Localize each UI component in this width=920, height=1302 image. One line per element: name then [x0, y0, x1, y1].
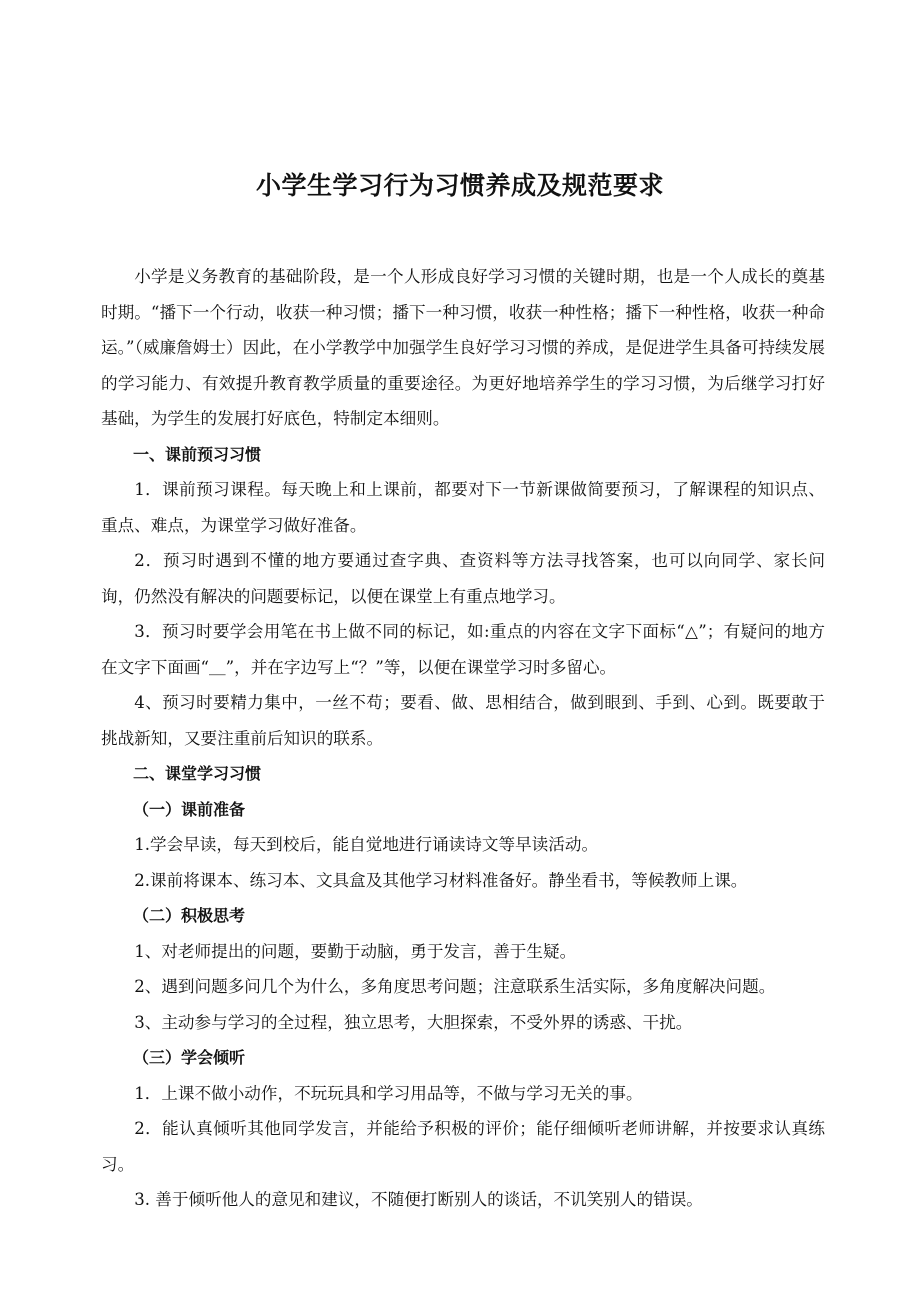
list-item: 2、遇到问题多问几个为什么，多角度思考问题；注意联系生活实际，多角度解决问题。 [134, 977, 776, 996]
list-item: 2.课前将课本、练习本、文具盒及其他学习材料准备好。静坐看书，等候教师上课。 [134, 870, 748, 890]
list-item: 2．能认真倾听其他同学发言，并能给予积极的评价；能仔细倾听老师讲解，并按要求认真练习。 [101, 1119, 825, 1174]
document-body [101, 259, 825, 1218]
list-item: 2．预习时遇到不懂的地方要通过查字典、查资料等方法寻找答案，也可以向同学、家长问询，仍然没有解决的问题要标记，以便在课堂上有重点地学习。 [101, 551, 825, 606]
subsection-heading: （三）学会倾听 [133, 1048, 246, 1067]
list-item: 1.学会早读，每天到校后，能自觉地进行诵读诗文等早读活动。 [134, 835, 599, 854]
list-item: 4、预习时要精力集中，一丝不苟；要看、做、思相结合，做到眼到、手到、心到。既要敢于挑战新知，又要注重前后知识的联系。 [101, 693, 825, 748]
list-item: 1．课前预习课程。每天晚上和上课前，都要对下一节新课做简要预习，了解课程的知识点、重点、难点，为课堂学习做好准备。 [101, 480, 825, 535]
intro-paragraph: 小学是义务教育的基础阶段，是一个人形成良好学习习惯的关键时期，也是一个人成长的奠基时期。“播下一个行动，收获一种习惯；播下一种习惯，收获一种性格；播下一种性格，收获一种命运。”（威廉詹姆士）因此，在小学教学中加强学生良好学习习惯的养成，是促进学生具备可持续发展的学习能力、有效提升教育教学质量的重要途径。为更好地培养学生的学习习惯，为后继学习打好基础，为学生的发展打好底色，特制定本细则。 [101, 267, 825, 428]
list-item: 3. 善于倾听他人的意见和建议，不随便打断别人的谈话，不讥笑别人的错误。 [134, 1190, 703, 1209]
list-item: 1．上课不做小动作，不玩玩具和学习用品等，不做与学习无关的事。 [134, 1083, 643, 1103]
subsection-heading: （二）积极思考 [133, 906, 246, 925]
section-heading: 一、课前预习习惯 [133, 444, 262, 464]
page-title: 小学生学习行为习惯养成及规范要求 [255, 171, 664, 200]
subsection-heading: （一）课前准备 [133, 799, 246, 819]
list-item: 3．预习时要学会用笔在书上做不同的标记，如:重点的内容在文字下面标“△”；有疑问的地方在文字下面画“＿”，并在字边写上“？”等，以便在课堂学习时多留心。 [101, 622, 825, 677]
list-item: 3、主动参与学习的全过程，独立思考，大胆探索，不受外界的诱惑、干扰。 [134, 1012, 693, 1032]
section-heading: 二、课堂学习习惯 [133, 764, 262, 783]
list-item: 1、对老师提出的问题，要勤于动脑，勇于发言，善于生疑。 [134, 941, 577, 961]
